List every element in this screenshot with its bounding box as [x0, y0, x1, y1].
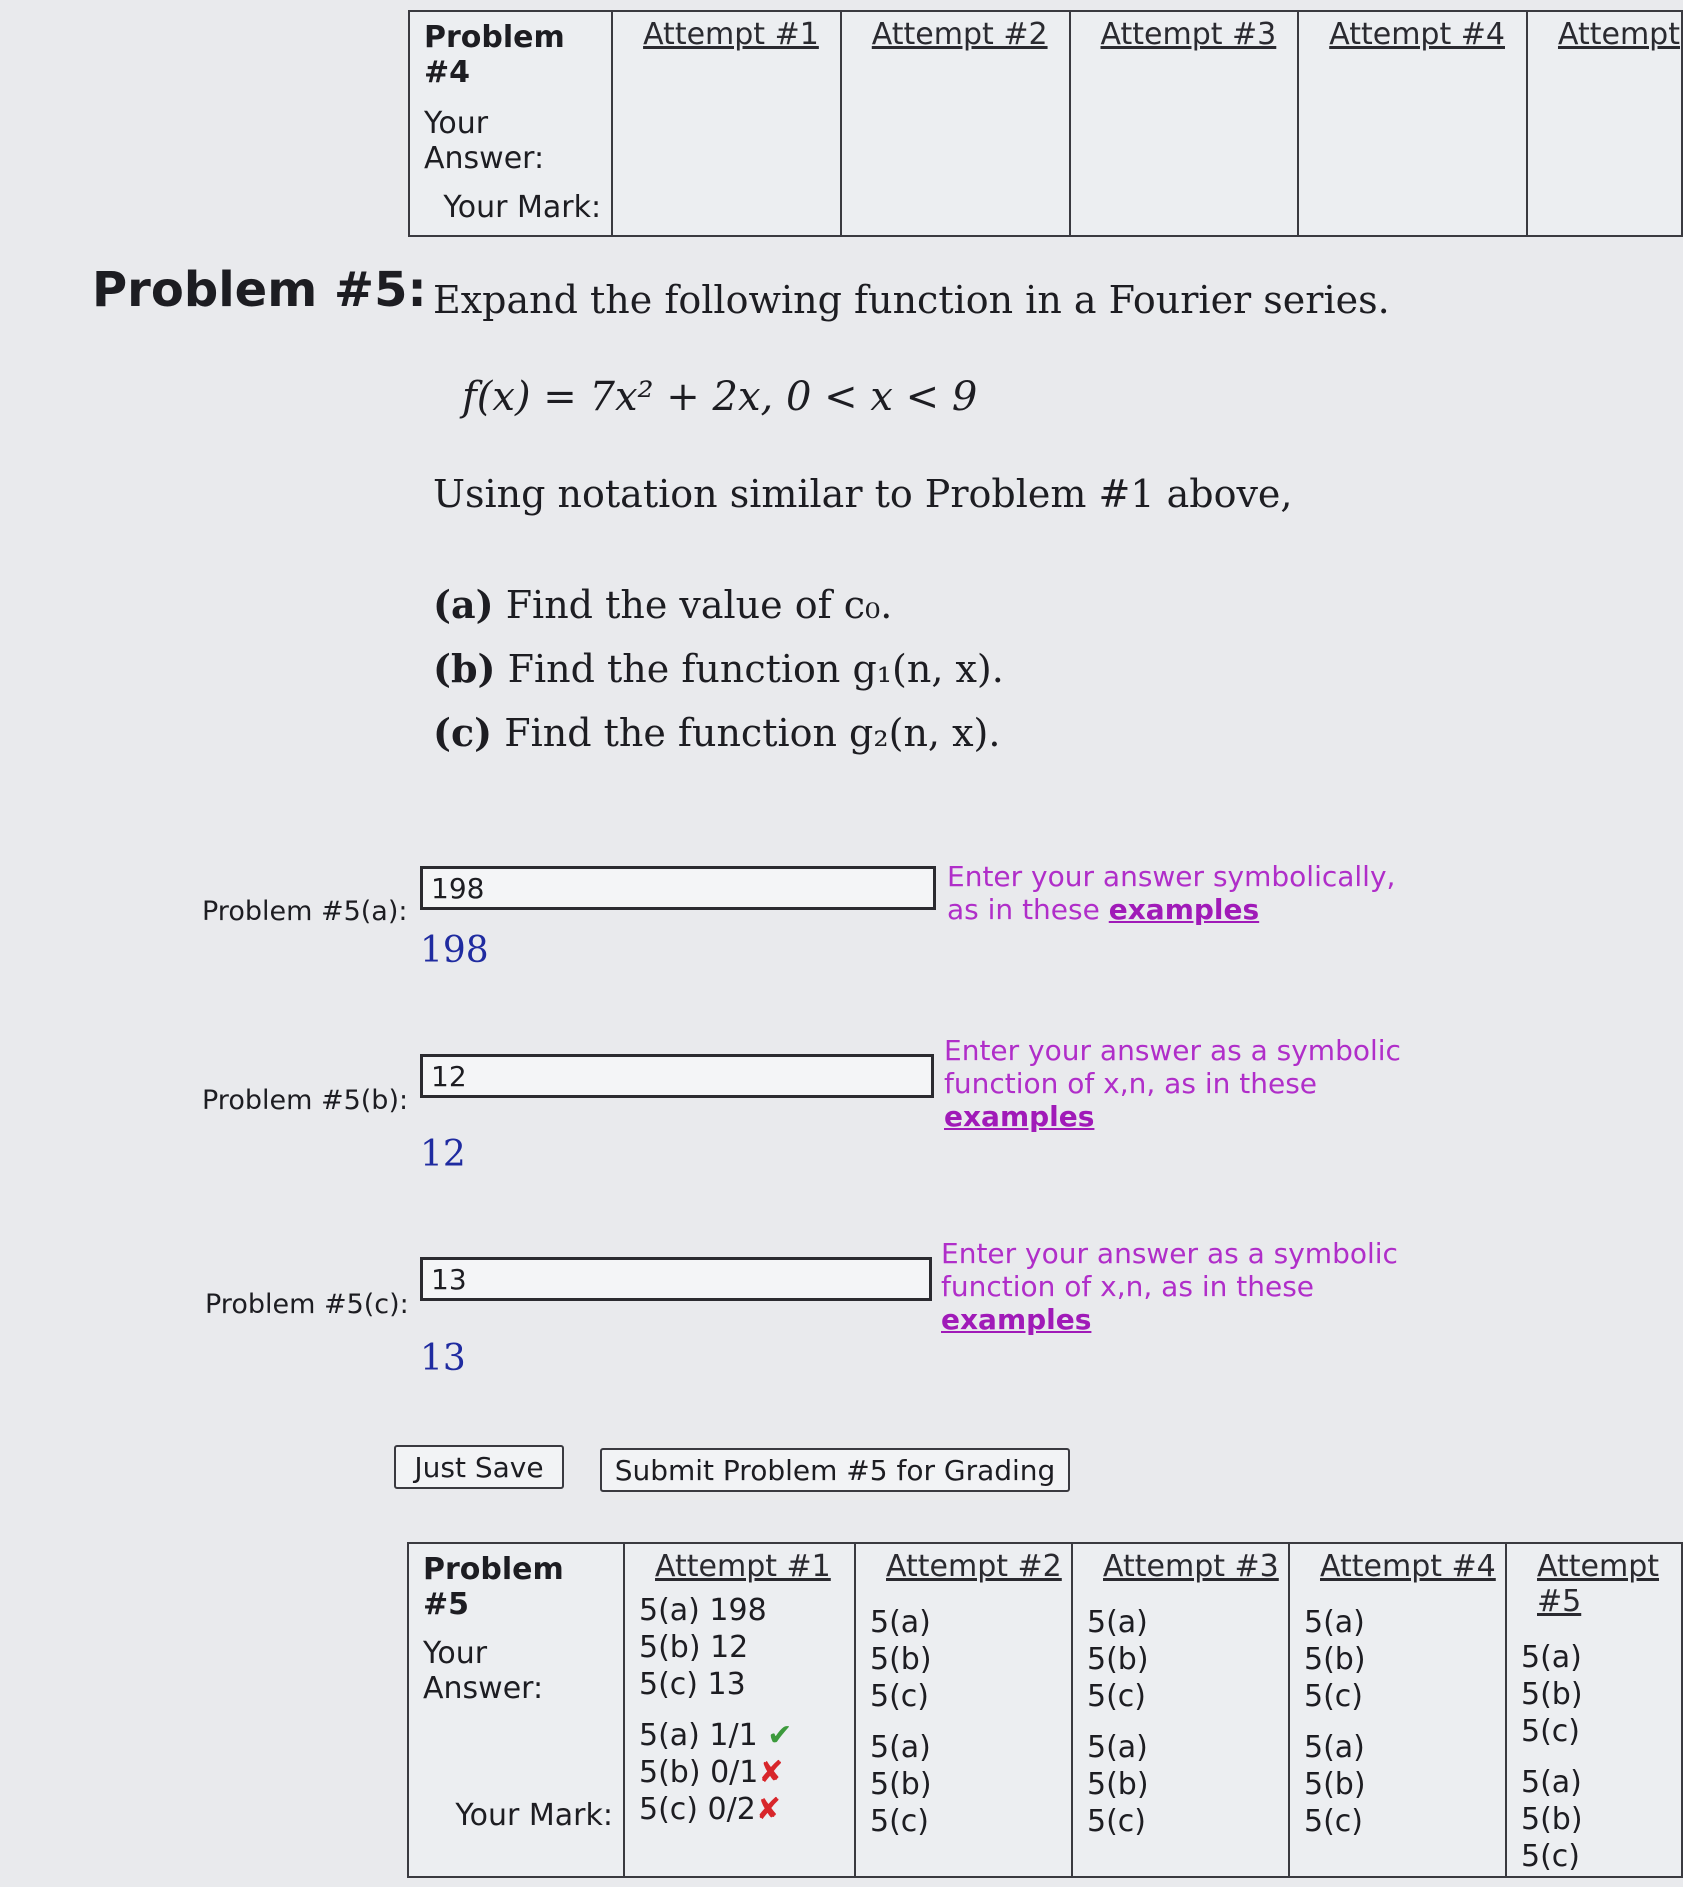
problem-title: Problem #5:: [92, 262, 427, 318]
answer-preview-5c: 13: [420, 1338, 466, 1379]
answer-line: 5(c): [1304, 1679, 1363, 1714]
answer-label-5c: Problem #5(c):: [205, 1289, 409, 1320]
attempt-link[interactable]: Attempt #1: [643, 17, 819, 52]
answer-line: 5(c): [870, 1679, 929, 1714]
attempt-answers: [1521, 1639, 1680, 1750]
attempt-column: [1298, 11, 1527, 236]
table-labels-cell: [408, 1543, 624, 1877]
answer-line: 5(a) 198: [639, 1593, 767, 1628]
mark-label: Your Mark:: [443, 190, 602, 225]
answer-line: 5(c) 13: [639, 1667, 746, 1702]
attempt-column-4: [1289, 1543, 1506, 1877]
part-tag: (b): [433, 646, 496, 691]
attempt-link[interactable]: Attempt #1: [655, 1549, 831, 1584]
part-b: [433, 646, 1004, 691]
answer-line: 5(b): [870, 1642, 932, 1677]
attempt-column-2: [855, 1543, 1072, 1877]
attempt-marks: [639, 1717, 853, 1828]
answer-line: 5(b): [1521, 1677, 1583, 1712]
attempt-answers: [1087, 1604, 1287, 1715]
attempt-column-1: [624, 1543, 855, 1877]
answer-input-5b[interactable]: [420, 1054, 934, 1098]
attempt-link[interactable]: Attempt #5: [1537, 1549, 1660, 1619]
mark-line: 5(c): [870, 1804, 929, 1839]
answer-hint-5b: [944, 1034, 1414, 1133]
answer-line: 5(c): [1087, 1679, 1146, 1714]
answer-label: Your Answer:: [423, 1636, 544, 1706]
check-icon: ✔: [767, 1718, 793, 1753]
mark-label: Your Mark:: [455, 1798, 613, 1833]
mark-line: 5(b): [1521, 1802, 1583, 1837]
attempt-column: [1070, 11, 1299, 236]
attempt-link[interactable]: Attempt #2: [886, 1549, 1062, 1584]
attempt-marks: [870, 1729, 1070, 1840]
table-title: Problem #4: [424, 20, 565, 90]
answer-line: 5(a): [1304, 1605, 1365, 1640]
answer-label-5b: Problem #5(b):: [202, 1085, 409, 1116]
attempt-marks: [1087, 1729, 1287, 1840]
part-c: [433, 710, 1000, 755]
just-save-button[interactable]: Just Save: [394, 1445, 564, 1489]
mark-line: 5(c): [1521, 1839, 1580, 1874]
problem-statement: Expand the following function in a Fourier series.: [433, 278, 1390, 322]
hint-text: Enter your answer symbolically, as in these: [947, 860, 1396, 926]
attempt-column: [1527, 11, 1682, 236]
part-tag: (a): [433, 582, 494, 627]
answer-line: 5(b): [1087, 1642, 1149, 1677]
mark-line: 5(a): [1087, 1730, 1148, 1765]
attempt-link[interactable]: Attempt: [1557, 17, 1680, 52]
answer-line: 5(b) 12: [639, 1630, 749, 1665]
attempt-column: [841, 11, 1070, 236]
table-labels-cell: [409, 11, 612, 236]
attempt-link[interactable]: Attempt #3: [1100, 17, 1277, 52]
mark-line: 5(b): [870, 1767, 932, 1802]
attempt-answers: [870, 1604, 1070, 1715]
attempt-column-5: [1506, 1543, 1682, 1877]
hint-text: Enter your answer as a symbolic function of x,n, as in these: [941, 1237, 1398, 1303]
mark-line: 5(a): [1521, 1765, 1582, 1800]
answer-label-5a: Problem #5(a):: [202, 896, 408, 927]
mark-line: 5(c) 0/2✘: [639, 1792, 781, 1827]
mark-line: 5(a): [870, 1730, 931, 1765]
answer-line: 5(a): [1087, 1605, 1148, 1640]
attempt-answers: [639, 1592, 853, 1703]
mark-line: 5(a): [1304, 1730, 1365, 1765]
submit-grading-button[interactable]: Submit Problem #5 for Grading: [600, 1448, 1070, 1492]
mark-line: 5(a) 1/1 ✔: [639, 1718, 793, 1753]
mark-line: 5(c): [1304, 1804, 1363, 1839]
answer-input-5a[interactable]: [420, 866, 936, 910]
problem-function: f(x) = 7x² + 2x, 0 < x < 9: [462, 374, 978, 420]
attempt-marks: [1304, 1729, 1504, 1840]
notation-text: Using notation similar to Problem #1 above,: [433, 472, 1293, 516]
mark-line: 5(c): [1087, 1804, 1146, 1839]
part-text: Find the value of c₀.: [505, 583, 893, 627]
problem-5-attempts-table: [407, 1542, 1683, 1878]
answer-label: Your Answer:: [424, 106, 545, 176]
examples-link[interactable]: examples: [941, 1303, 1092, 1336]
cross-icon: ✘: [758, 1755, 784, 1790]
cross-icon: ✘: [755, 1792, 781, 1827]
part-text: Find the function g₂(n, x).: [504, 711, 1001, 755]
answer-preview-5b: 12: [420, 1134, 466, 1175]
answer-line: 5(a): [870, 1605, 931, 1640]
attempt-link[interactable]: Attempt #2: [871, 17, 1048, 52]
problem-4-attempts-table: [408, 10, 1683, 237]
part-a: [433, 582, 892, 627]
answer-line: 5(b): [1304, 1642, 1366, 1677]
attempt-column-3: [1072, 1543, 1289, 1877]
part-text: Find the function g₁(n, x).: [507, 647, 1004, 691]
attempt-column: [612, 11, 841, 236]
attempt-marks: [1521, 1764, 1680, 1875]
answer-hint-5a: [947, 860, 1407, 926]
examples-link[interactable]: examples: [944, 1100, 1095, 1133]
hint-text: Enter your answer as a symbolic function of x,n, as in these: [944, 1034, 1401, 1100]
table-title: Problem #5: [423, 1552, 564, 1622]
answer-line: 5(c): [1521, 1714, 1580, 1749]
attempt-answers: [1304, 1604, 1504, 1715]
mark-line: 5(b): [1087, 1767, 1149, 1802]
attempt-link[interactable]: Attempt #3: [1103, 1549, 1279, 1584]
part-tag: (c): [433, 710, 493, 755]
answer-hint-5c: [941, 1237, 1411, 1336]
attempt-link[interactable]: Attempt #4: [1320, 1549, 1496, 1584]
answer-line: 5(a): [1521, 1640, 1582, 1675]
attempt-link[interactable]: Attempt #4: [1329, 17, 1505, 52]
mark-line: 5(b): [1304, 1767, 1366, 1802]
answer-preview-5a: 198: [420, 930, 489, 971]
answer-input-5c[interactable]: [420, 1257, 932, 1301]
examples-link[interactable]: examples: [1108, 893, 1260, 926]
mark-line: 5(b) 0/1✘: [639, 1755, 784, 1790]
